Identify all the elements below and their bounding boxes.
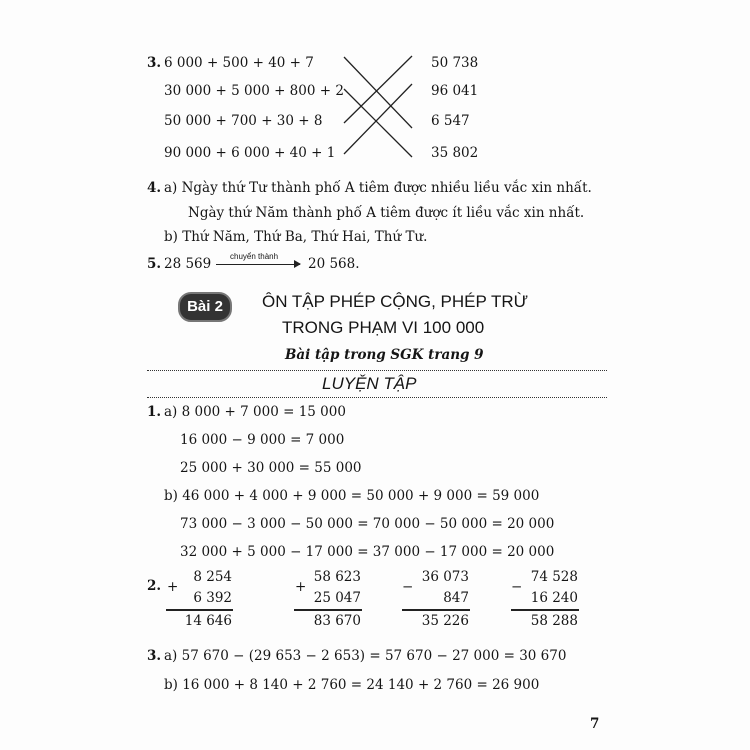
ex3-left-1: 6 000 + 500 + 40 + 7 bbox=[164, 55, 314, 71]
lesson-title-2: TRONG PHẠM VI 100 000 bbox=[282, 318, 485, 337]
ex3-left-4: 90 000 + 6 000 + 40 + 1 bbox=[164, 145, 336, 161]
ex5-to: 20 568. bbox=[308, 256, 360, 272]
q3-a: a) 57 670 − (29 653 − 2 653) = 57 670 − 27 000 = 30 670 bbox=[164, 648, 567, 664]
operand-top: 36 073 bbox=[421, 569, 469, 585]
q3-b: b) 16 000 + 8 140 + 2 760 = 24 140 + 2 760 = 26 900 bbox=[164, 677, 540, 693]
operator: + bbox=[295, 579, 307, 595]
q1-label: 1. bbox=[147, 404, 162, 420]
ex3-left-3: 50 000 + 700 + 30 + 8 bbox=[164, 113, 323, 129]
operand-top: 58 623 bbox=[313, 569, 361, 585]
ex3-right-2: 96 041 bbox=[431, 83, 479, 99]
operand-top: 8 254 bbox=[193, 569, 232, 585]
ex5-label: 5. bbox=[147, 256, 162, 272]
sum-line bbox=[294, 609, 362, 611]
q1-a-2: 16 000 − 9 000 = 7 000 bbox=[180, 432, 345, 448]
result: 58 288 bbox=[530, 613, 578, 629]
operand-bottom: 6 392 bbox=[193, 590, 232, 606]
ex5-from: 28 569 bbox=[164, 256, 212, 272]
lesson-title-1: ÔN TẬP PHÉP CỘNG, PHÉP TRỪ bbox=[262, 292, 529, 311]
divider bbox=[147, 397, 607, 398]
sum-line bbox=[166, 609, 233, 611]
ex5-arrow-label: chuyển thành bbox=[230, 252, 279, 261]
sum-line bbox=[402, 609, 470, 611]
q1-a-1: a) 8 000 + 7 000 = 15 000 bbox=[164, 404, 346, 420]
ex3-right-3: 6 547 bbox=[431, 113, 470, 129]
arrow-icon bbox=[216, 264, 300, 265]
divider bbox=[147, 370, 607, 371]
operand-bottom: 847 bbox=[443, 590, 469, 606]
q1-b-3: 32 000 + 5 000 − 17 000 = 37 000 − 17 000 = 20 000 bbox=[180, 544, 555, 560]
result: 83 670 bbox=[313, 613, 361, 629]
ex3-right-1: 50 738 bbox=[431, 55, 479, 71]
q3-label: 3. bbox=[147, 648, 162, 664]
ex4-a2: Ngày thứ Năm thành phố A tiêm được ít liều vắc xin nhất. bbox=[188, 205, 585, 221]
ex3-left-2: 30 000 + 5 000 + 800 + 2 bbox=[164, 83, 344, 99]
ex4-a1: a) Ngày thứ Tư thành phố A tiêm được nhiều liều vắc xin nhất. bbox=[164, 180, 592, 196]
page-number: 7 bbox=[590, 716, 600, 732]
q1-a-3: 25 000 + 30 000 = 55 000 bbox=[180, 460, 362, 476]
operand-bottom: 16 240 bbox=[530, 590, 578, 606]
ex4-label: 4. bbox=[147, 180, 162, 196]
q1-b-2: 73 000 − 3 000 − 50 000 = 70 000 − 50 000 = 20 000 bbox=[180, 516, 555, 532]
operator: − bbox=[511, 579, 523, 595]
matching-lines bbox=[0, 0, 750, 200]
ex4-b: b) Thứ Năm, Thứ Ba, Thứ Hai, Thứ Tư. bbox=[164, 229, 428, 245]
q2-label: 2. bbox=[147, 578, 162, 594]
ex3-label: 3. bbox=[147, 55, 162, 71]
lesson-badge: Bài 2 bbox=[178, 292, 232, 322]
operator: − bbox=[402, 579, 414, 595]
operator: + bbox=[167, 579, 179, 595]
lesson-subtitle: Bài tập trong SGK trang 9 bbox=[285, 347, 484, 363]
ex3-right-4: 35 802 bbox=[431, 145, 479, 161]
result: 35 226 bbox=[421, 613, 469, 629]
section-heading: LUYỆN TẬP bbox=[322, 374, 417, 393]
operand-top: 74 528 bbox=[530, 569, 578, 585]
q1-b-1: b) 46 000 + 4 000 + 9 000 = 50 000 + 9 000 = 59 000 bbox=[164, 488, 540, 504]
result: 14 646 bbox=[184, 613, 232, 629]
operand-bottom: 25 047 bbox=[313, 590, 361, 606]
sum-line bbox=[511, 609, 579, 611]
